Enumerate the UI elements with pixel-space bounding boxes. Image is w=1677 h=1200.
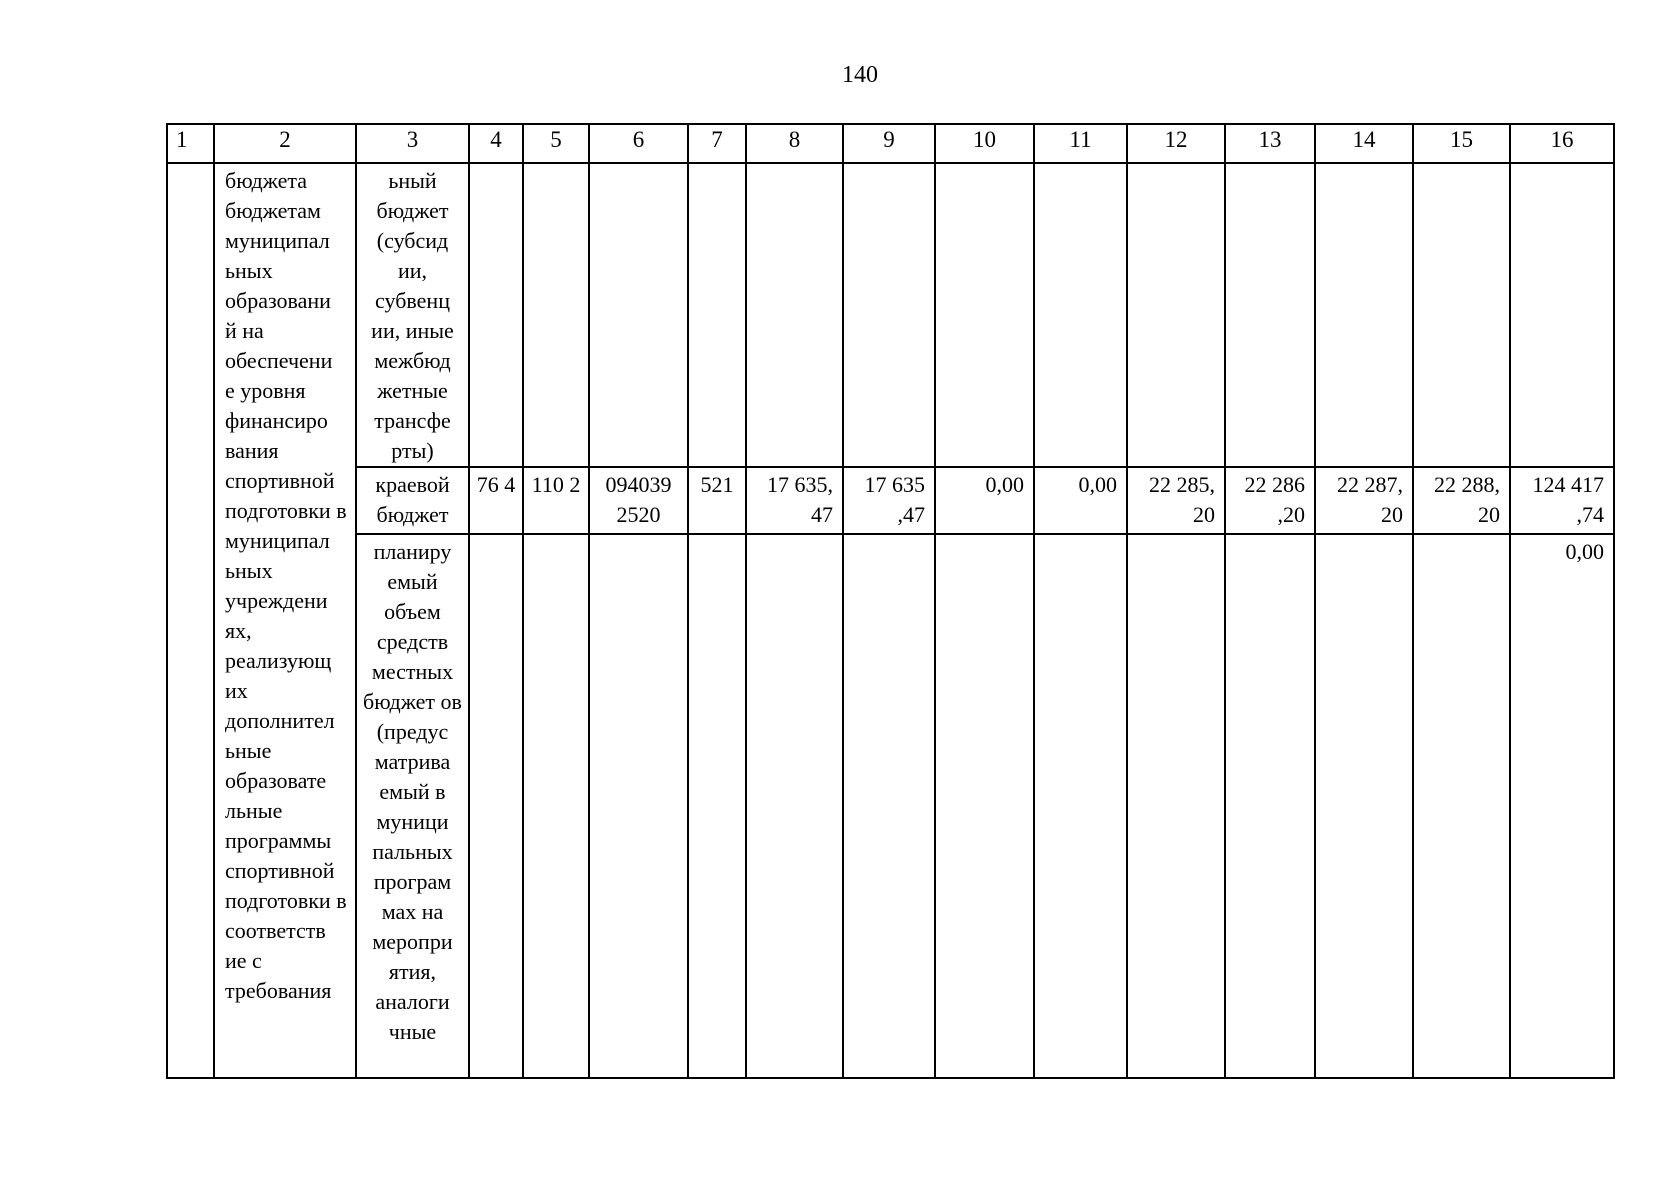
header-cell: 14 bbox=[1315, 124, 1413, 163]
value-cell bbox=[1034, 163, 1127, 467]
value-cell: 17 635, 47 bbox=[746, 467, 843, 534]
funding-source-cell: краевой бюджет bbox=[356, 467, 469, 534]
header-cell: 9 bbox=[843, 124, 935, 163]
header-row bbox=[167, 124, 1614, 163]
value-cell bbox=[935, 163, 1034, 467]
header-cell: 16 bbox=[1510, 124, 1614, 163]
value-cell bbox=[1034, 534, 1127, 1078]
value-cell bbox=[1315, 534, 1413, 1078]
value-cell bbox=[746, 534, 843, 1078]
header-cell: 10 bbox=[935, 124, 1034, 163]
value-cell bbox=[746, 163, 843, 467]
value-cell bbox=[1413, 534, 1510, 1078]
header-cell: 4 bbox=[469, 124, 523, 163]
value-cell bbox=[1225, 163, 1315, 467]
value-cell bbox=[523, 163, 589, 467]
funding-source-cell: планиру емый объем средств местных бюджет ов (предус матрива емый в муници пальных програм мах на меропри ятия, аналоги чные bbox=[356, 534, 469, 1078]
total-cell: 0,00 bbox=[1510, 534, 1614, 1078]
table-row bbox=[167, 163, 1614, 467]
header-cell: 6 bbox=[589, 124, 688, 163]
header-cell: 13 bbox=[1225, 124, 1315, 163]
value-cell: 0,00 bbox=[935, 467, 1034, 534]
value-cell bbox=[935, 534, 1034, 1078]
table-row bbox=[167, 467, 1614, 534]
header-cell: 11 bbox=[1034, 124, 1127, 163]
value-cell bbox=[1510, 163, 1614, 467]
value-cell bbox=[1127, 534, 1225, 1078]
value-cell: 22 288, 20 bbox=[1413, 467, 1510, 534]
header-cell: 15 bbox=[1413, 124, 1510, 163]
row-number-cell bbox=[167, 163, 214, 1078]
value-cell: 17 635 ,47 bbox=[843, 467, 935, 534]
header-cell: 7 bbox=[688, 124, 746, 163]
header-cell: 8 bbox=[746, 124, 843, 163]
value-cell bbox=[589, 534, 688, 1078]
section-code-cell: 110 2 bbox=[523, 467, 589, 534]
value-cell bbox=[469, 534, 523, 1078]
value-cell bbox=[688, 163, 746, 467]
page-number: 140 bbox=[842, 62, 878, 88]
header-cell: 3 bbox=[356, 124, 469, 163]
header-cell: 2 bbox=[214, 124, 356, 163]
header-cell: 5 bbox=[523, 124, 589, 163]
header-cell: 12 bbox=[1127, 124, 1225, 163]
funding-source-cell: ьный бюджет (субсид ии, субвенц ии, иные межбюд жетные трансфе рты) bbox=[356, 163, 469, 467]
value-cell bbox=[1127, 163, 1225, 467]
value-cell bbox=[1413, 163, 1510, 467]
value-cell: 0,00 bbox=[1034, 467, 1127, 534]
kgrbs-code-cell: 76 4 bbox=[469, 467, 523, 534]
value-cell bbox=[523, 534, 589, 1078]
header-cell: 1 bbox=[167, 124, 214, 163]
target-article-cell: 094039 2520 bbox=[589, 467, 688, 534]
value-cell bbox=[688, 534, 746, 1078]
value-cell: 22 286 ,20 bbox=[1225, 467, 1315, 534]
value-cell bbox=[843, 163, 935, 467]
value-cell bbox=[1225, 534, 1315, 1078]
budget-table bbox=[166, 123, 1615, 1079]
value-cell bbox=[469, 163, 523, 467]
value-cell: 22 287, 20 bbox=[1315, 467, 1413, 534]
value-cell: 22 285, 20 bbox=[1127, 467, 1225, 534]
measure-name-cell: бюджета бюджетам муниципал ьных образовани й на обеспечени е уровня финансиро вания спортивной подготовки в муниципал ьных учреждени ях, реализующ их дополнител ьные образовате льные программы спортивной подготовки в соответств ие с требования bbox=[214, 163, 356, 1078]
expense-type-cell: 521 bbox=[688, 467, 746, 534]
value-cell bbox=[589, 163, 688, 467]
total-cell: 124 417 ,74 bbox=[1510, 467, 1614, 534]
table-row bbox=[167, 534, 1614, 1078]
value-cell bbox=[843, 534, 935, 1078]
value-cell bbox=[1315, 163, 1413, 467]
